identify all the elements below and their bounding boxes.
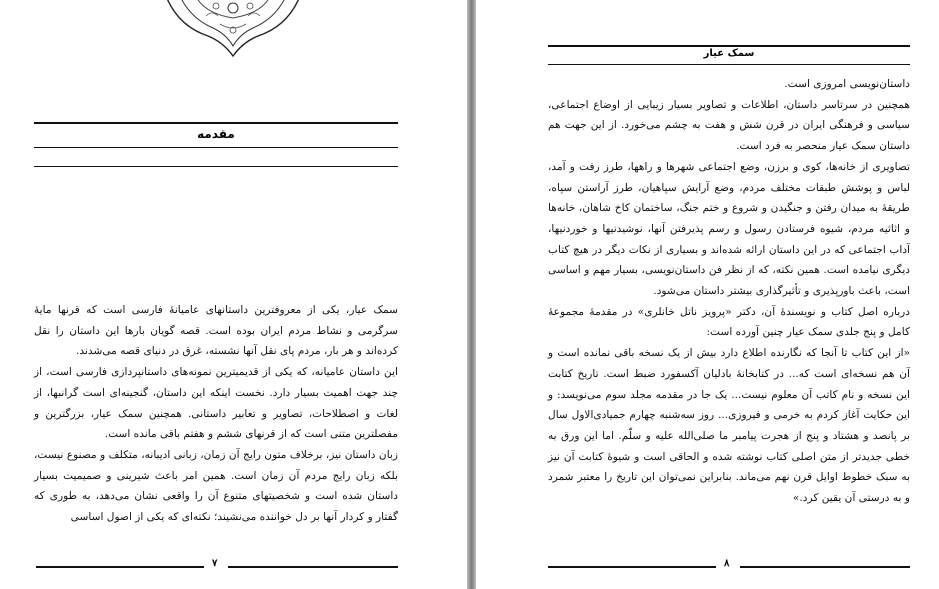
footer-rule-left	[548, 566, 716, 568]
right-page	[476, 0, 939, 589]
title-rule-mid	[34, 147, 398, 148]
left-page	[0, 0, 467, 589]
page-number: ۸	[724, 558, 730, 569]
chapter-title: مقدمه	[197, 127, 235, 141]
paragraph: داستان‌نویسی امروزی است.	[784, 78, 910, 90]
title-rule-top	[34, 122, 398, 124]
left-body-text	[34, 300, 398, 528]
header-rule-top	[548, 45, 910, 47]
paragraph: همچنین در سرتاسر داستان، اطلاعات و تصاویر بسیار زیبایی از اوضاع اجتماعی، سیاسی و فرهنگی ایران در قرن شش و هفت به چشم می‌خورد. از این جهت هم داستان سمک عیار منحصر به فرد است.	[548, 98, 910, 153]
header-rule-bottom	[548, 64, 910, 65]
footer-rule-right	[228, 566, 398, 568]
running-header: سمک عیار	[703, 48, 755, 59]
footer-rule-right	[740, 566, 910, 568]
paragraph: زبان داستان نیز، برخلاف متون رایج آن زمان، زبانی ادیبانه، متکلف و مصنوع نیست، بلکه زبان رایج مردم آن زمان است. همین امر باعث شیرینی و صمیمیت بسیار داستان شده است و شخصیتهای متنوع آن را واقعی نشان می‌دهد، به طوری که گفتار و کردار آنها بر دل خواننده می‌نشیند؛ نکته‌ای که یکی از اصول اساسی	[34, 448, 398, 524]
page-number: ۷	[212, 558, 218, 569]
right-body-text	[548, 74, 910, 509]
paragraph: درباره اصل کتاب و نویسندهٔ آن، دکتر «پرویز ناتل خانلری» در مقدمهٔ مجموعهٔ کامل و پنج جلدی سمک عیار چنین آورده است:	[548, 305, 910, 339]
paragraph: سمک عیار، یکی از معروفترین داستانهای عامیانهٔ فارسی است که قرنها مایهٔ سرگرمی و نشاط مردم ایران بوده است. قصه گویان بارها این داستان را نقل کرده‌اند و هر بار، مردم پای نقل آنها نشسته، غرق در دنیای قصه می‌شدند.	[34, 304, 398, 358]
title-rule-bottom	[34, 166, 398, 167]
paragraph: تصاویری از خانه‌ها، کوی و برزن، وضع اجتماعی شهرها و راهها، طرز رفت و آمد، لباس و پوشش طبقات مختلف مردم، وضع آرایش سپاهیان، طرز آراستن سپاه، طریقهٔ به میدان رفتن و جنگیدن و شروع و ختم جنگ، ساختمان کاخ شاهان، خانه‌ها و اثاثیه مردم، شیوه فرستادن رسول و رسم پذیرفتن آنها، نوشیدنیها و خوردنیها، آداب اجتماعی که در این داستان ارائه شده‌اند و بسیاری از نکات دیگر در هیچ کتاب دیگری نیامده است. همین نکته، که از نظر فن داستان‌نویسی، بسیار مهم و اساسی است، باعث باورپذیری و تأثیرگذاری بیشتر داستان می‌شود.	[548, 160, 910, 298]
footer-rule-left	[36, 566, 204, 568]
paragraph: «از این کتاب تا آنجا که نگارنده اطلاع دارد بیش از یک نسخه باقی نمانده است و آن هم نسخه‌ای است که... در کتابخانهٔ بادلیان آکسفورد ضبط است. تاریخ کتابت این نسخه و نام کاتب آن معلوم نیست... یک جا در مقدمه مجلد سوم می‌نویسد: و این حکایت آغاز کردم به خرمی و فیروزی... روز سه‌شنبه چهارم جمیادی‌الاول سال بر پانصد و هشتاد و پنج از هجرت پیامبر ما صلی‌الله علیه و سلّم. اما این ورق به خطی جدیدتر از متن اصلی کتاب نوشته شده و الحاقی است و شیوهٔ کتابت آن نیز به سبک خطوط اوایل قرن نهم می‌ماند. بنابراین نمی‌توان این تاریخ را معتبر شمرد و به درستی آن یقین کرد.»	[548, 347, 910, 505]
paragraph: این داستان عامیانه، که یکی از قدیمیترین نمونه‌های داستانپردازی فارسی است، از چند جهت اهمیت بسیار دارد. نخست اینکه این داستان، گنجینه‌ای است گرانبها، از لغات و اصطلاحات، تصاویر و تعابیر داستانی. همچنین سمک عیار، بزرگترین و مفصلترین متنی است که از قرنهای ششم و هفتم باقی مانده است.	[34, 366, 398, 441]
book-gutter	[467, 0, 476, 589]
ornament-icon	[158, 0, 308, 58]
